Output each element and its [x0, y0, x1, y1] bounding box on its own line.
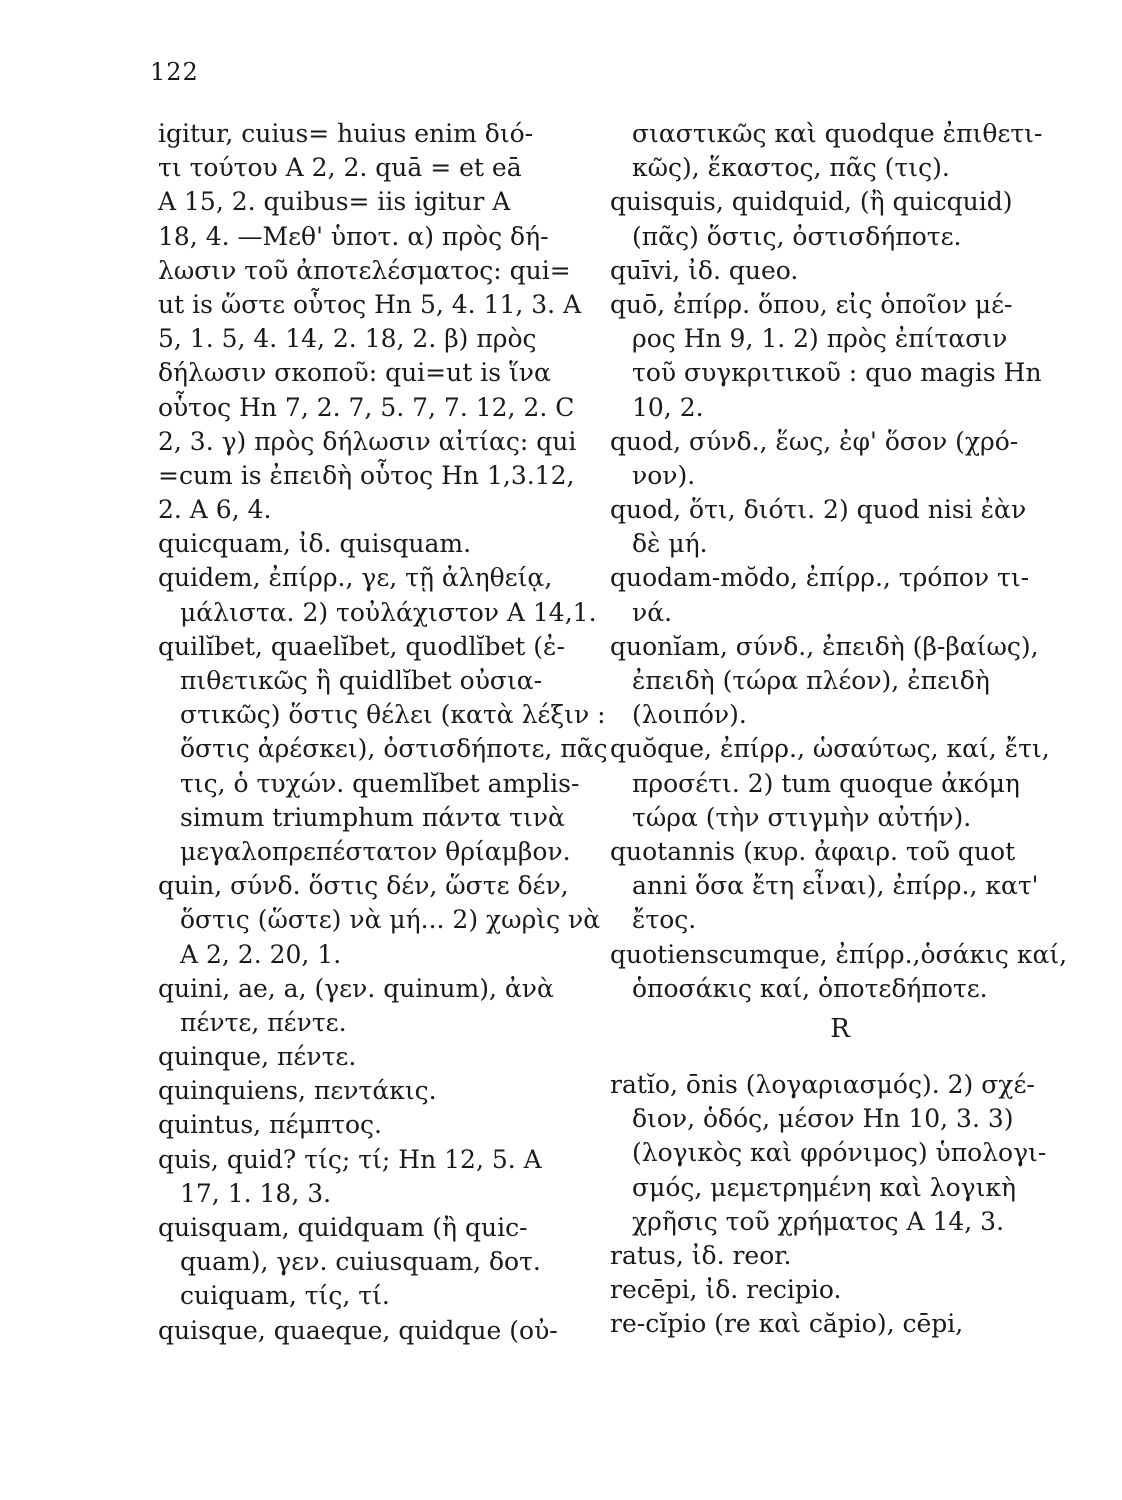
dictionary-line: μεγαλοπρεπέστατον θρίαμβον.: [180, 836, 571, 866]
dictionary-line: 17, 1. 18, 3.: [180, 1178, 332, 1208]
dictionary-line: (λογικὸς καὶ φρόνιμος) ὑπολογι-: [632, 1138, 1047, 1168]
dictionary-line: λωσιν τοῦ ἀποτελέσματος: qui=: [158, 255, 571, 285]
dictionary-line: quisquis, quidquid, (ἢ quicquid): [610, 187, 1013, 217]
dictionary-line: 10, 2.: [632, 392, 704, 422]
dictionary-line: =cum is ἐπειδὴ οὗτος Hn 1,3.12,: [158, 460, 575, 490]
dictionary-line: ratĭo, ōnis (λογαριασμός). 2) σχέ-: [610, 1070, 1035, 1100]
dictionary-line: κῶς), ἕκαστος, πᾶς (τις).: [632, 153, 950, 183]
dictionary-line: τις, ὁ τυχών. quemlĭbet amplis-: [180, 768, 580, 798]
dictionary-line: ὁποσάκις καί, ὁποτεδήποτε.: [632, 973, 988, 1003]
dictionary-line: ut is ὥστε οὗτος Hn 5, 4. 11, 3. A: [158, 289, 582, 319]
dictionary-line: quinque, πέντε.: [158, 1042, 357, 1072]
dictionary-line: τώρα (τὴν στιγμὴν αὐτήν).: [632, 802, 972, 832]
dictionary-line: quod, σύνδ., ἕως, ἐφ' ὅσον (χρό-: [610, 426, 1019, 456]
dictionary-line: quotienscumque, ἐπίρρ.,ὁσάκις καί,: [610, 939, 1068, 969]
dictionary-line: quisquam, quidquam (ἢ quic-: [158, 1213, 528, 1242]
dictionary-line: 2, 3. γ) πρὸς δήλωσιν αἰτίας: qui: [158, 426, 577, 456]
dictionary-line: quonĭam, σύνδ., ἐπειδὴ (β-βαίως),: [610, 631, 1039, 661]
dictionary-line: quisque, quaeque, quidque (οὐ-: [158, 1315, 558, 1345]
dictionary-line: A 2, 2. 20, 1.: [180, 939, 342, 969]
dictionary-line: 2. A 6, 4.: [158, 495, 272, 525]
dictionary-line: τοῦ συγκριτικοῦ : quo magis Hn: [632, 358, 1042, 388]
section-letter-heading: R: [830, 1013, 850, 1044]
dictionary-line: quod, ὅτι, διότι. 2) quod nisi ἐὰν: [610, 495, 1027, 525]
dictionary-line: quis, quid? τίς; τί; Hn 12, 5. A: [158, 1144, 542, 1174]
dictionary-line: (πᾶς) ὅστις, ὀστισδήποτε.: [632, 221, 962, 251]
dictionary-line: προσέτι. 2) tum quoque ἀκόμη: [632, 768, 1020, 798]
dictionary-line: quinquiens, πεντάκις.: [158, 1076, 437, 1106]
dictionary-line: ρος Hn 9, 1. 2) πρὸς ἐπίτασιν: [632, 324, 1008, 354]
dictionary-line: σιαστικῶς καὶ quodque ἐπιθετι-: [632, 119, 1043, 148]
dictionary-line: ratus, ἰδ. reor.: [610, 1241, 792, 1270]
dictionary-line: δὲ μή.: [632, 529, 708, 559]
dictionary-line: cuiquam, τίς, τί.: [180, 1281, 390, 1311]
dictionary-line: στικῶς) ὅστις θέλει (κατὰ λέξιν :: [180, 700, 606, 730]
left-column: [158, 117, 608, 1348]
dictionary-line: ἔτος.: [632, 905, 697, 935]
dictionary-line: μάλιστα. 2) τοὐλάχιστον A 14,1.: [180, 597, 597, 627]
dictionary-line: quin, σύνδ. ὅστις δέν, ὥστε δέν,: [158, 871, 569, 901]
dictionary-line: anni ὅσα ἔτη εἶναι), ἐπίρρ., κατ': [632, 871, 1039, 901]
dictionary-line: 5, 1. 5, 4. 14, 2. 18, 2. β) πρὸς: [158, 324, 537, 354]
dictionary-line: τι τούτου A 2, 2. quā = et eā: [158, 153, 522, 183]
dictionary-line: quodam-mŏdo, ἐπίρρ., τρόπον τι-: [610, 563, 1030, 593]
dictionary-line: (λοιπόν).: [632, 700, 747, 730]
dictionary-line: νά.: [632, 597, 673, 627]
dictionary-line: δήλωσιν σκοποῦ: qui=ut is ἵνα: [158, 358, 551, 388]
right-column: [610, 117, 1070, 1342]
dictionary-line: igitur, cuius= huius enim διό-: [158, 119, 534, 148]
dictionary-line: χρῆσις τοῦ χρήματος A 14, 3.: [632, 1206, 1005, 1236]
dictionary-line: πιθετικῶς ἢ quidlĭbet οὐσια-: [180, 666, 543, 695]
dictionary-line: quam), γεν. cuiusquam, δοτ.: [180, 1247, 541, 1277]
dictionary-line: recēpi, ἰδ. recipio.: [610, 1275, 842, 1305]
page-number: 122: [150, 58, 199, 86]
dictionary-line: quō, ἐπίρρ. ὅπου, εἰς ὁποῖον μέ-: [610, 289, 1013, 319]
dictionary-line: re-cĭpio (re καὶ căpio), cēpi,: [610, 1309, 964, 1339]
dictionary-line: νον).: [632, 460, 696, 490]
dictionary-line: quintus, πέμπτος.: [158, 1110, 382, 1140]
dictionary-line: διον, ὁδός, μέσον Hn 10, 3. 3): [632, 1104, 1014, 1134]
dictionary-line: 18, 4. —Μεθ' ὑποτ. α) πρὸς δή-: [158, 221, 549, 251]
dictionary-line: quidem, ἐπίρρ., γε, τῇ ἀληθείᾳ,: [158, 563, 553, 593]
dictionary-line: ἐπειδὴ (τώρα πλέον), ἐπειδὴ: [632, 666, 990, 695]
dictionary-line: ὅστις (ὥστε) νὰ μή... 2) χωρὶς νὰ: [180, 905, 601, 935]
dictionary-line: quīvi, ἰδ. queo.: [610, 255, 799, 285]
dictionary-line: quŏque, ἐπίρρ., ὡσαύτως, καί, ἔτι,: [610, 734, 1050, 764]
dictionary-line: quilĭbet, quaelĭbet, quodlĭbet (ἐ-: [158, 631, 565, 661]
dictionary-line: simum triumphum πάντα τινὰ: [180, 802, 565, 832]
dictionary-line: σμός, μεμετρημένη καὶ λογικὴ: [632, 1172, 1016, 1202]
dictionary-line: quini, ae, a, (γεν. quinum), ἀνὰ: [158, 973, 554, 1003]
dictionary-line: οὗτος Hn 7, 2. 7, 5. 7, 7. 12, 2. C: [158, 392, 575, 422]
dictionary-line: quotannis (κυρ. ἀφαιρ. τοῦ quot: [610, 836, 1016, 866]
dictionary-line: ὅστις ἀρέσκει), ὀστισδήποτε, πᾶς: [180, 734, 608, 764]
dictionary-line: quicquam, ἰδ. quisquam.: [158, 529, 472, 559]
dictionary-line: πέντε, πέντε.: [180, 1007, 347, 1037]
dictionary-line: A 15, 2. quibus= iis igitur A: [158, 187, 511, 217]
